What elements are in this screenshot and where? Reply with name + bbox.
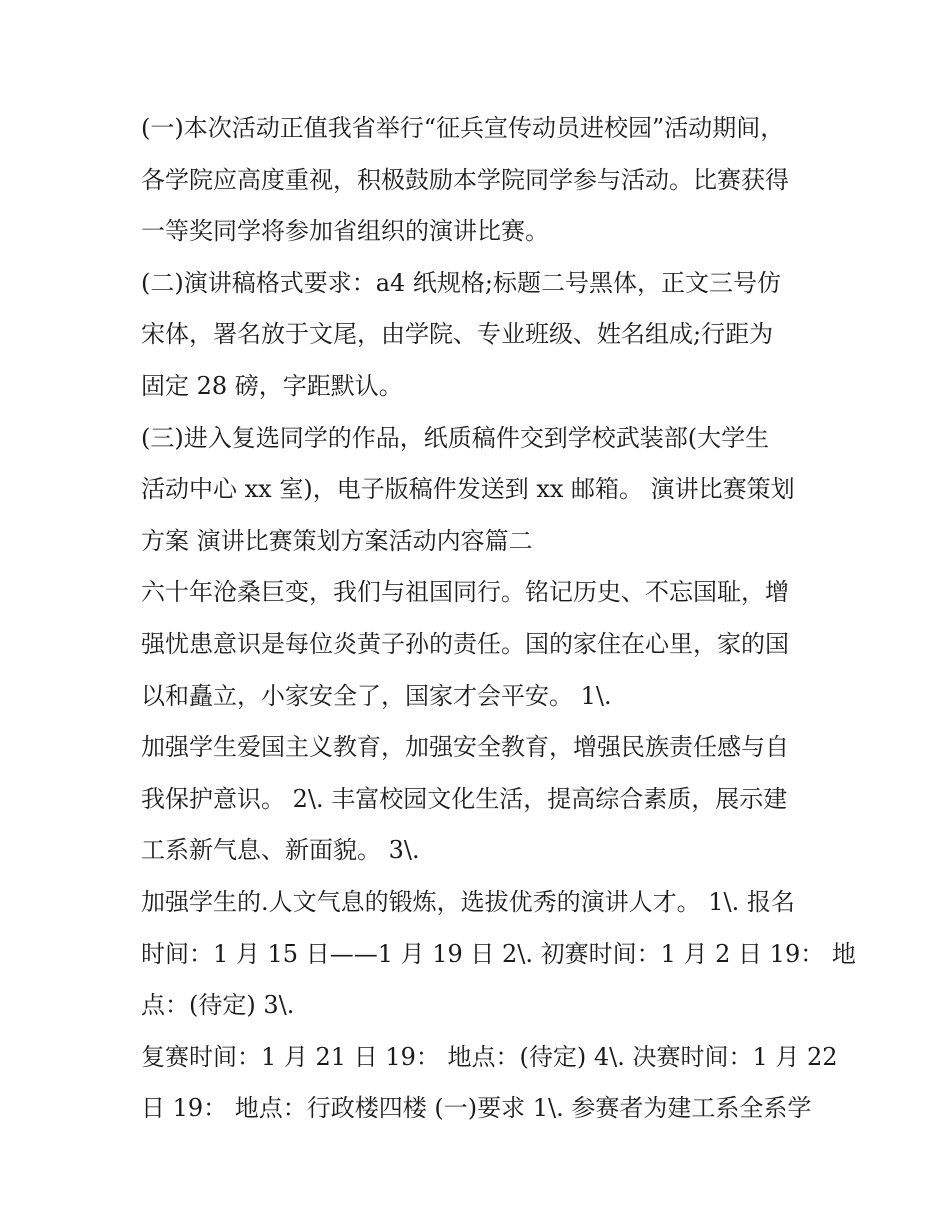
text-line-18: 点：(待定) 3\. <box>141 991 295 1020</box>
text-line-11: 强忧患意识是每位炎黄子孙的责任。国的家住在心里，家的国 <box>141 629 789 658</box>
text-line-15: 工系新气息、新面貌。 3\. <box>141 836 420 865</box>
text-line-10: 六十年沧桑巨变，我们与祖国同行。铭记历史、不忘国耻，增 <box>141 578 789 607</box>
text-line-5: 宋体，署名放于文尾，由学院、专业班级、姓名组成;行距为 <box>141 320 774 349</box>
text-line-9: 方案 演讲比赛策划方案活动内容篇二 <box>141 526 533 555</box>
text-line-20: 日 19： 地点：行政楼四楼 (一)要求 1\. 参赛者为建工系全系学 <box>141 1094 812 1123</box>
text-line-6: 固定 28 磅，字距默认。 <box>141 371 403 400</box>
text-line-8: 活动中心 xx 室)，电子版稿件发送到 xx 邮箱。 演讲比赛策划 <box>141 475 795 504</box>
text-line-16: 加强学生的.人文气息的锻炼，选拔优秀的演讲人才。 1\. 报名 <box>141 887 795 916</box>
text-line-7: (三)进入复选同学的作品，纸质稿件交到学校武装部(大学生 <box>141 423 770 452</box>
text-line-19: 复赛时间：1 月 21 日 19： 地点：(待定) 4\. 决赛时间：1 月 22 <box>141 1042 838 1071</box>
text-line-1: (一)本次活动正值我省举行“征兵宣传动员进校园”活动期间， <box>141 114 785 142</box>
text-line-12: 以和矗立，小家安全了，国家才会平安。 1\. <box>141 681 612 710</box>
text-line-14: 我保护意识。 2\. 丰富校园文化生活，提高综合素质，展示建 <box>141 784 788 813</box>
text-line-13: 加强学生爱国主义教育，加强安全教育，增强民族责任感与自 <box>141 733 789 762</box>
text-line-4: (二)演讲稿格式要求：a4 纸规格;标题二号黑体，正文三号仿 <box>141 268 782 297</box>
document-body <box>141 103 856 1135</box>
text-line-2: 各学院应高度重视，积极鼓励本学院同学参与活动。比赛获得 <box>141 165 789 194</box>
text-line-3: 一等奖同学将参加省组织的演讲比赛。 <box>141 217 549 246</box>
text-line-17: 时间：1 月 15 日——1 月 19 日 2\. 初赛时间：1 月 2 日 19： 地 <box>141 939 856 968</box>
